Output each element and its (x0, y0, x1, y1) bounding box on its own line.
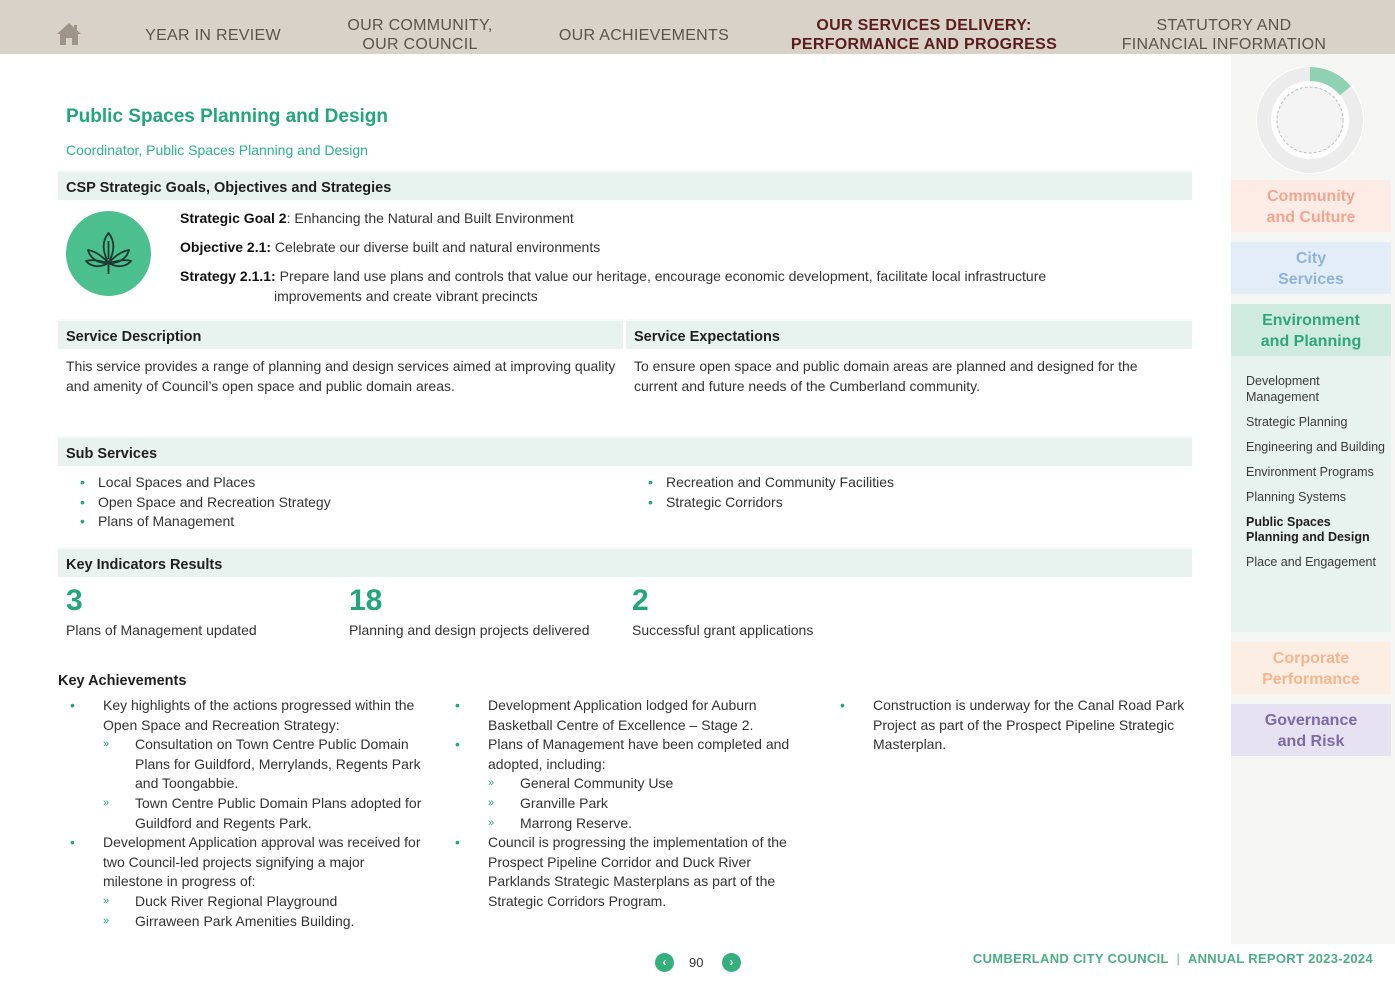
list-item: • Recreation and Community Facilities (634, 473, 894, 493)
sub-services-right-list (634, 473, 894, 512)
kpi-value: 3 (66, 584, 83, 617)
leaf-icon (66, 211, 151, 296)
sidebar-section-environment-planning[interactable]: Environment and Planning (1231, 304, 1391, 356)
page-number: 90 (689, 955, 704, 970)
achievement-item: » Marrong Reserve. (442, 814, 810, 834)
sidebar-section-city-services[interactable]: City Services (1231, 242, 1391, 294)
list-item: • Strategic Corridors (634, 493, 894, 513)
chevron-left-icon[interactable]: ‹ (655, 953, 674, 972)
service-expectations-header: Service Expectations (626, 319, 1192, 349)
achievement-item: • Development Application lodged for Auburn Basketball Centre of Excellence – Stage 2. (442, 696, 810, 735)
page-subtitle: Coordinator, Public Spaces Planning and Design (66, 142, 368, 158)
kpi-label: Plans of Management updated (66, 622, 257, 638)
key-indicators-header: Key Indicators Results (58, 547, 1192, 577)
progress-donut (1256, 66, 1364, 174)
nav-year-in-review[interactable]: YEAR IN REVIEW (145, 27, 281, 44)
sidebar-link-engineering-building[interactable]: Engineering and Building (1246, 439, 1385, 454)
achievement-item: • Key highlights of the actions progressed within the Open Space and Recreation Strategy: (57, 696, 425, 735)
achievements-column-1 (57, 696, 425, 931)
leaf-icon-badge (66, 211, 151, 296)
kpi-label: Successful grant applications (632, 622, 814, 638)
achievements-column-2 (442, 696, 810, 912)
home-icon[interactable] (56, 22, 82, 46)
sidebar-link-public-spaces[interactable]: Public Spaces Planning and Design (1246, 514, 1370, 544)
achievement-item: • Construction is underway for the Canal Road Park Project as part of the Prospect Pipeline Strategic Masterplan. (827, 696, 1195, 755)
achievement-item: » General Community Use (442, 774, 810, 794)
kpi-label: Planning and design projects delivered (349, 622, 590, 638)
sub-services-left-list (66, 473, 331, 532)
nav-our-services-delivery[interactable]: OUR SERVICES DELIVERY: PERFORMANCE AND PROGRESS (790, 17, 1058, 53)
pagination (655, 953, 745, 973)
list-item: • Plans of Management (66, 512, 331, 532)
sidebar-section-governance-risk[interactable]: Governance and Risk (1231, 704, 1391, 756)
objective: Objective 2.1: Celebrate our diverse built and natural environments (180, 239, 601, 255)
strategic-goal: Strategic Goal 2: Enhancing the Natural and Built Environment (180, 210, 574, 226)
achievement-item: • Plans of Management have been completed and adopted, including: (442, 735, 810, 774)
kpi-value: 18 (349, 584, 383, 617)
achievement-item: • Council is progressing the implementation of the Prospect Pipeline Corridor and Duck River Parklands Strategic Masterplans as part of the Strategic Corridors Program. (442, 833, 810, 911)
chevron-right-icon[interactable]: › (722, 953, 741, 972)
service-expectations-text: To ensure open space and public domain areas are planned and designed for the current and future needs of the Cumberland community. (634, 358, 1138, 394)
sub-services-header: Sub Services (58, 436, 1192, 466)
nav-statutory-financial[interactable]: STATUTORY AND FINANCIAL INFORMATION (1121, 17, 1327, 53)
sidebar-link-development-management[interactable]: Development Management (1246, 374, 1320, 404)
sidebar-link-planning-systems[interactable]: Planning Systems (1246, 489, 1347, 504)
sidebar-link-environment-programs[interactable]: Environment Programs (1246, 464, 1374, 479)
achievement-item: » Duck River Regional Playground (57, 892, 425, 912)
achievement-item: » Consultation on Town Centre Public Domain Plans for Guildford, Merrylands, Regents Park and Toongabbie. (57, 735, 425, 794)
achievement-item: » Town Centre Public Domain Plans adopted for Guildford and Regents Park. (57, 794, 425, 833)
nav-our-achievements[interactable]: OUR ACHIEVEMENTS (558, 27, 730, 44)
sidebar-section-community-culture[interactable]: Community and Culture (1231, 180, 1391, 232)
nav-our-community[interactable]: OUR COMMUNITY, OUR COUNCIL (347, 17, 493, 53)
achievement-item: » Girraween Park Amenities Building. (57, 912, 425, 932)
sidebar-link-strategic-planning[interactable]: Strategic Planning (1246, 414, 1348, 429)
list-item: • Local Spaces and Places (66, 473, 331, 493)
sidebar-link-place-engagement[interactable]: Place and Engagement (1246, 555, 1376, 569)
achievement-item: » Granville Park (442, 794, 810, 814)
footer-brand: CUMBERLAND CITY COUNCIL | ANNUAL REPORT 2023-2024 (972, 951, 1373, 966)
page-title: Public Spaces Planning and Design (66, 106, 389, 127)
list-item: • Open Space and Recreation Strategy (66, 493, 331, 513)
achievement-item: • Development Application approval was received for two Council-led projects signifying a major milestone in progress of: (57, 833, 425, 892)
kpi-value: 2 (632, 584, 649, 617)
csp-header: CSP Strategic Goals, Objectives and Strategies (58, 170, 1192, 200)
achievements-column-3 (827, 696, 1195, 755)
key-achievements-header: Key Achievements (58, 673, 187, 689)
service-description-header: Service Description (58, 319, 623, 349)
service-description-text: This service provides a range of planning and design services aimed at improving quality and amenity of Council’s open space and public domain areas. (66, 358, 616, 394)
sidebar-submenu (1246, 374, 1386, 580)
sidebar-section-corporate-performance[interactable]: Corporate Performance (1231, 642, 1391, 694)
top-navigation (0, 0, 1395, 54)
strategy: Strategy 2.1.1: Prepare land use plans and controls that value our heritage, encourage economic development, facilitate local infrastructure improvements and create vibrant precincts (180, 268, 1047, 304)
